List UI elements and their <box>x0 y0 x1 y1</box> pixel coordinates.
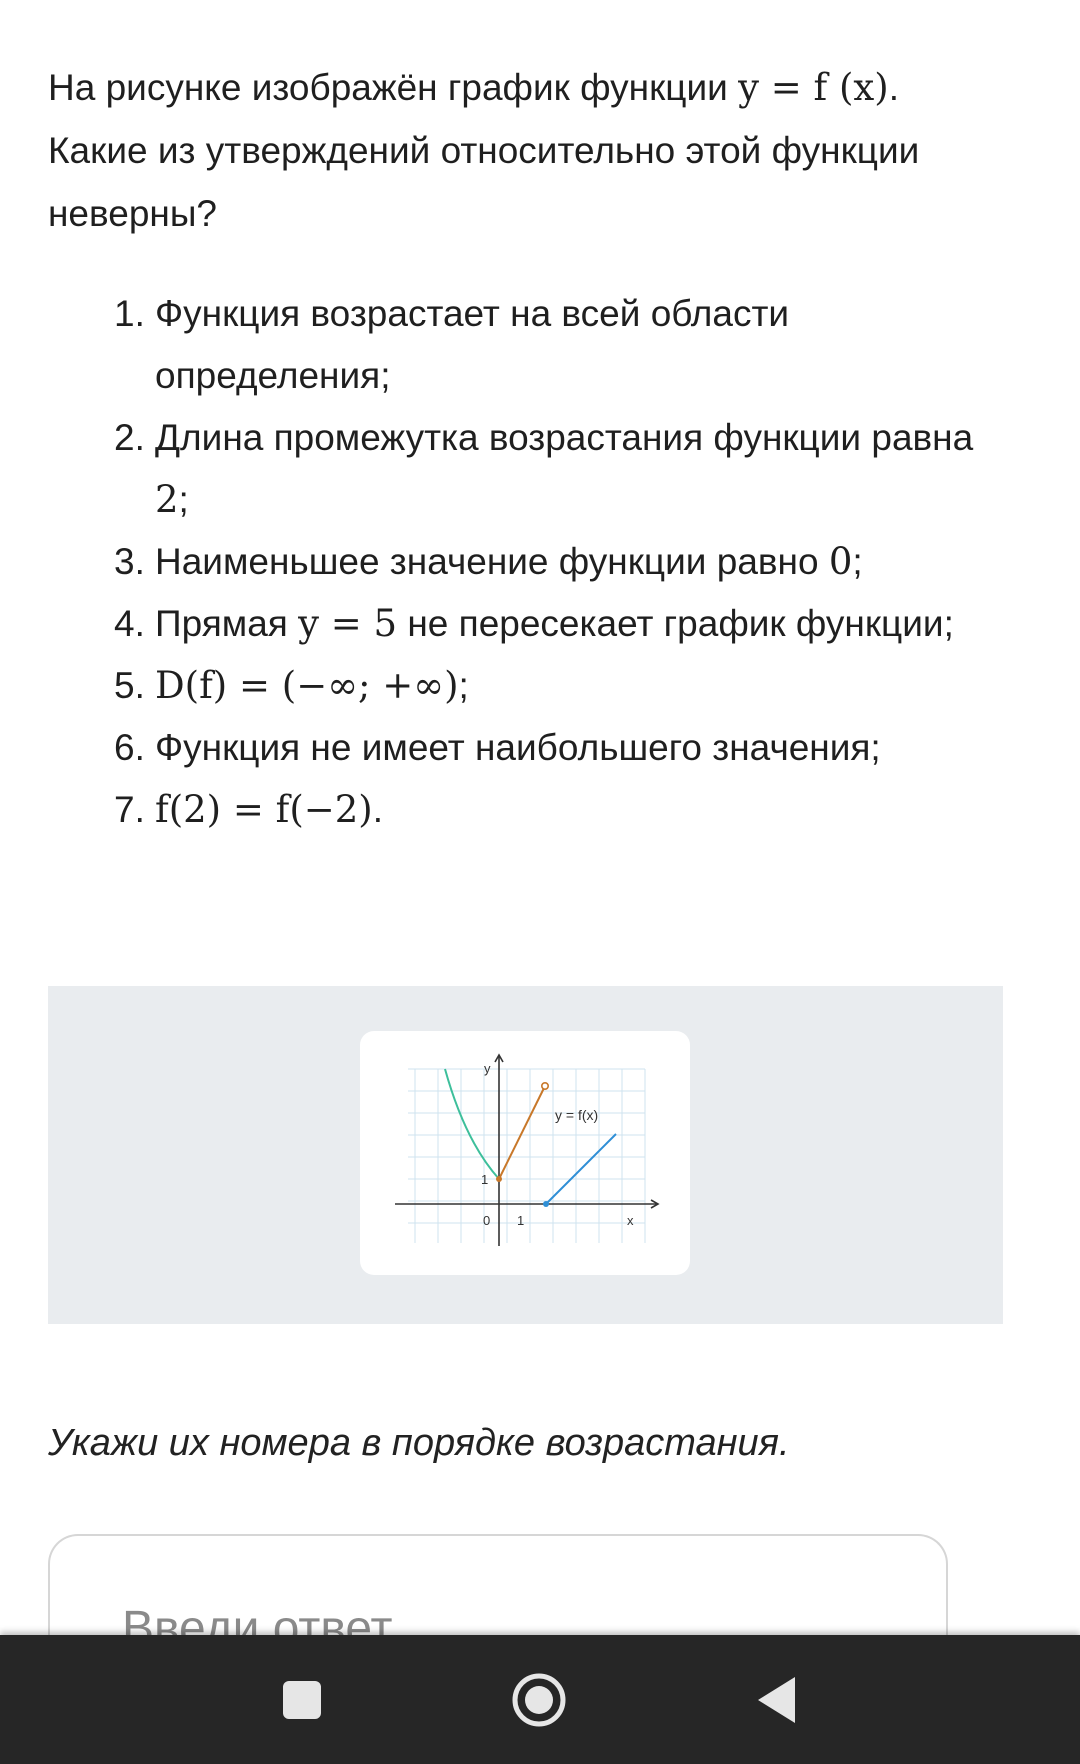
home-button[interactable] <box>479 1635 599 1764</box>
figure-card[interactable] <box>360 1031 690 1275</box>
math-equals: = <box>759 66 814 109</box>
parabola-branch <box>445 1069 499 1179</box>
ray <box>546 1134 616 1204</box>
home-circle-icon <box>510 1671 568 1729</box>
back-triangle-icon <box>755 1675 799 1725</box>
increasing-segment <box>499 1086 545 1179</box>
statement-1: 1. Функция возрастает на всей области определения; <box>114 293 790 396</box>
recents-square-icon <box>280 1678 324 1722</box>
math-fx: f (x) <box>813 66 889 109</box>
recents-button[interactable] <box>242 1635 362 1764</box>
graph-grid <box>408 1069 645 1243</box>
closed-point-ray-start <box>543 1201 549 1207</box>
x-axis-label: x <box>627 1213 634 1228</box>
statement-3: 3. Наименьшее значение функции равно 0; <box>114 540 863 583</box>
closed-point-0-1 <box>496 1176 502 1182</box>
y-axis-label: y <box>484 1061 491 1076</box>
statement-7: 7. f(2) = f(−2). <box>114 788 384 831</box>
statement-6: 6. Функция не имеет наибольшего значения; <box>114 727 881 768</box>
android-nav-bar <box>0 1635 1080 1764</box>
function-label: y = f(x) <box>555 1107 599 1123</box>
question-text: На рисунке изображён график функции y = f (x). Какие из утверждений относительно этой функции неверны? <box>48 66 920 234</box>
x-tick-label: 1 <box>517 1213 525 1228</box>
function-graph <box>360 1031 690 1275</box>
statement-2: 2. Длина промежутка возрастания функции равна 2; <box>114 417 974 521</box>
y-tick-label: 1 <box>481 1172 489 1187</box>
statements-list <box>110 283 1010 841</box>
statement-4: 4. Прямая y = 5 не пересекает график функции; <box>114 602 954 645</box>
open-endpoint <box>542 1083 548 1089</box>
back-button[interactable] <box>717 1635 837 1764</box>
graph-axes <box>395 1055 658 1246</box>
statement-5: 5. D(f) = (−∞; +∞); <box>114 664 469 707</box>
instruction-text: Укажи их номера в порядке возрастания. <box>48 1422 790 1464</box>
origin-label: 0 <box>483 1213 491 1228</box>
math-y: y <box>738 66 759 109</box>
